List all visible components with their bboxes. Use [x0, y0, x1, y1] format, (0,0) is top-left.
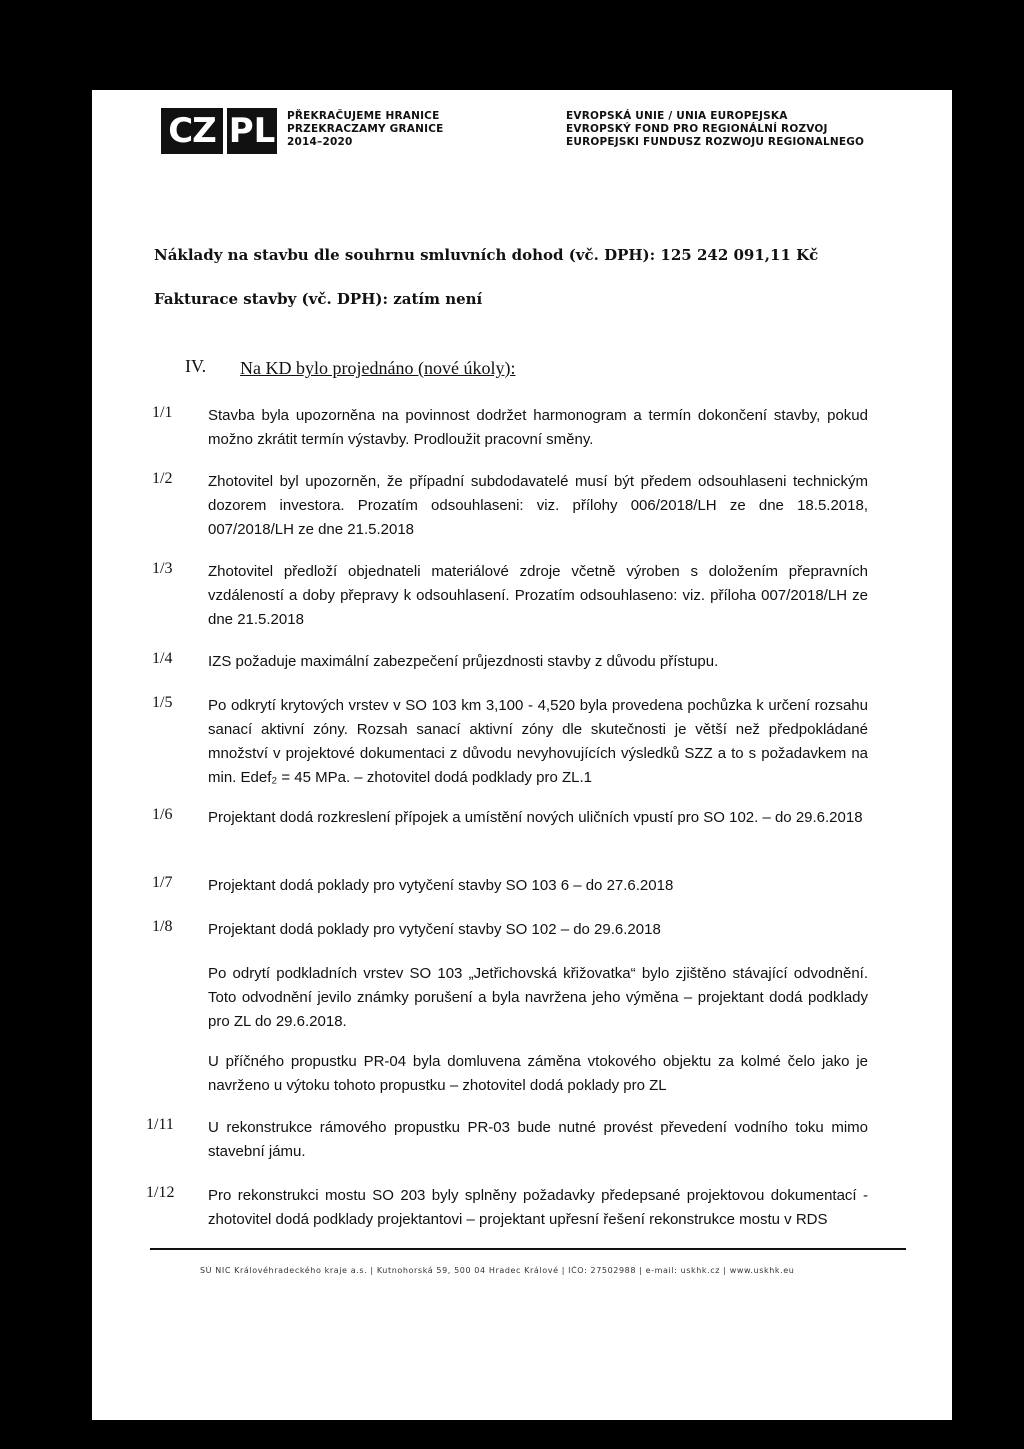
item-text: U příčného propustku PR-04 byla domluvena záměna vtokového objektu za kolmé čelo jako je navrženo u výtoku tohoto propustku – zhotovitel dodá poklady pro ZL	[208, 1053, 868, 1094]
item-text: U rekonstrukce rámového propustku PR-03 bude nutné provést převedení vodního toku mimo stavební jámu.	[208, 1119, 868, 1160]
item-text: Po odkrytí krytových vrstev v SO 103 km 3,100 - 4,520 byla provedena pochůzka k určení rozsahu sanací aktivní zóny. Rozsah sanací aktivní zóny dle skutečnosti je větší než předpokládané množství v projektové dokumentaci z důvodu nevyhovujících výsledků SZZ a to s požadavkem na min. Edef₂ = 45 MPa. – zhotovitel dodá podklady pro ZL.1	[208, 697, 868, 786]
tagline-line: PRZEKRACZAMY GRANICE	[287, 123, 444, 135]
item-number: 1/4	[152, 650, 173, 667]
eu-line: EUROPEJSKI FUNDUSZ ROZWOJU REGIONALNEGO	[566, 136, 865, 148]
item-text: Po odrytí podkladních vrstev SO 103 „Jetřichovská křižovatka“ bylo zjištěno stávající odvodnění. Toto odvodnění jevilo známky porušení a byla navržena jeho výměna – projektant dodá podklady pro ZL do 29.6.2018.	[208, 965, 868, 1030]
item-text: Projektant dodá rozkreslení přípojek a umístění nových uličních vpustí pro SO 102. – do 29.6.2018	[208, 809, 863, 826]
tagline-line: 2014–2020	[287, 136, 353, 148]
item-text: Zhotovitel předloží objednateli materiálové zdroje včetně výroben s doložením přepravních vzdáleností a doby přepravy k odsouhlasení. Prozatím odsouhlaseno: viz. příloha 007/2018/LH ze dne 21.5.2018	[208, 563, 868, 628]
item-number: 1/2	[152, 470, 173, 487]
item-number: 1/3	[152, 560, 173, 577]
item-number: 1/12	[146, 1184, 175, 1201]
item-text: Stavba byla upozorněna na povinnost dodržet harmonogram a termín dokončení stavby, pokud možno zkrátit termín výstavby. Prodloužit pracovní směny.	[208, 407, 868, 448]
item-text: Pro rekonstrukci mostu SO 203 byly splněny požadavky předepsané projektovou dokumentací - zhotovitel dodá podklady projektantovi – projektant upřesní řešení rekonstrukce mostu v RDS	[208, 1187, 868, 1228]
item-text: Projektant dodá poklady pro vytyčení stavby SO 102 – do 29.6.2018	[208, 921, 661, 938]
item-number: 1/8	[152, 918, 173, 935]
item-text: IZS požaduje maximální zabezpečení průjezdnosti stavby z důvodu přístupu.	[208, 653, 719, 670]
eu-funding-text	[566, 110, 864, 149]
item-number: 1/6	[152, 806, 173, 823]
invoicing-status: Fakturace stavby (vč. DPH): zatím není	[154, 290, 483, 308]
item-number: 1/11	[146, 1116, 174, 1133]
tagline-line: PŘEKRAČUJEME HRANICE	[287, 110, 440, 122]
program-tagline	[287, 110, 443, 149]
item-text: Projektant dodá poklady pro vytyčení stavby SO 103 6 – do 27.6.2018	[208, 877, 674, 894]
section-title: Na KD bylo projednáno (nové úkoly):	[240, 358, 516, 378]
construction-costs: Náklady na stavbu dle souhrnu smluvních dohod (vč. DPH): 125 242 091,11 Kč	[154, 246, 819, 264]
logo-cz-mark: CZ	[161, 108, 223, 154]
footer-contact: SÚ NIC Královéhradeckého kraje a.s. | Kutnohorská 59, 500 04 Hradec Králové | IČO: 27502988 | e-mail: uskhk.cz | www.uskhk.eu	[200, 1266, 795, 1275]
footer-divider	[150, 1248, 906, 1250]
czpl-logo	[161, 108, 277, 154]
section-number: IV.	[185, 356, 207, 376]
eu-line: EVROPSKÁ UNIE / UNIA EUROPEJSKA	[566, 110, 788, 122]
item-number: 1/1	[152, 404, 173, 421]
item-number: 1/7	[152, 874, 173, 891]
logo-pl-mark: PL	[227, 108, 277, 154]
eu-line: EVROPSKÝ FOND PRO REGIONÁLNÍ ROZVOJ	[566, 123, 828, 135]
item-text: Zhotovitel byl upozorněn, že případní subdodavatelé musí být předem odsouhlaseni technickým dozorem investora. Prozatím odsouhlaseni: viz. přílohy 006/2018/LH ze dne 18.5.2018, 007/2018/LH ze dne 21.5.2018	[208, 473, 868, 538]
item-number: 1/5	[152, 694, 173, 711]
